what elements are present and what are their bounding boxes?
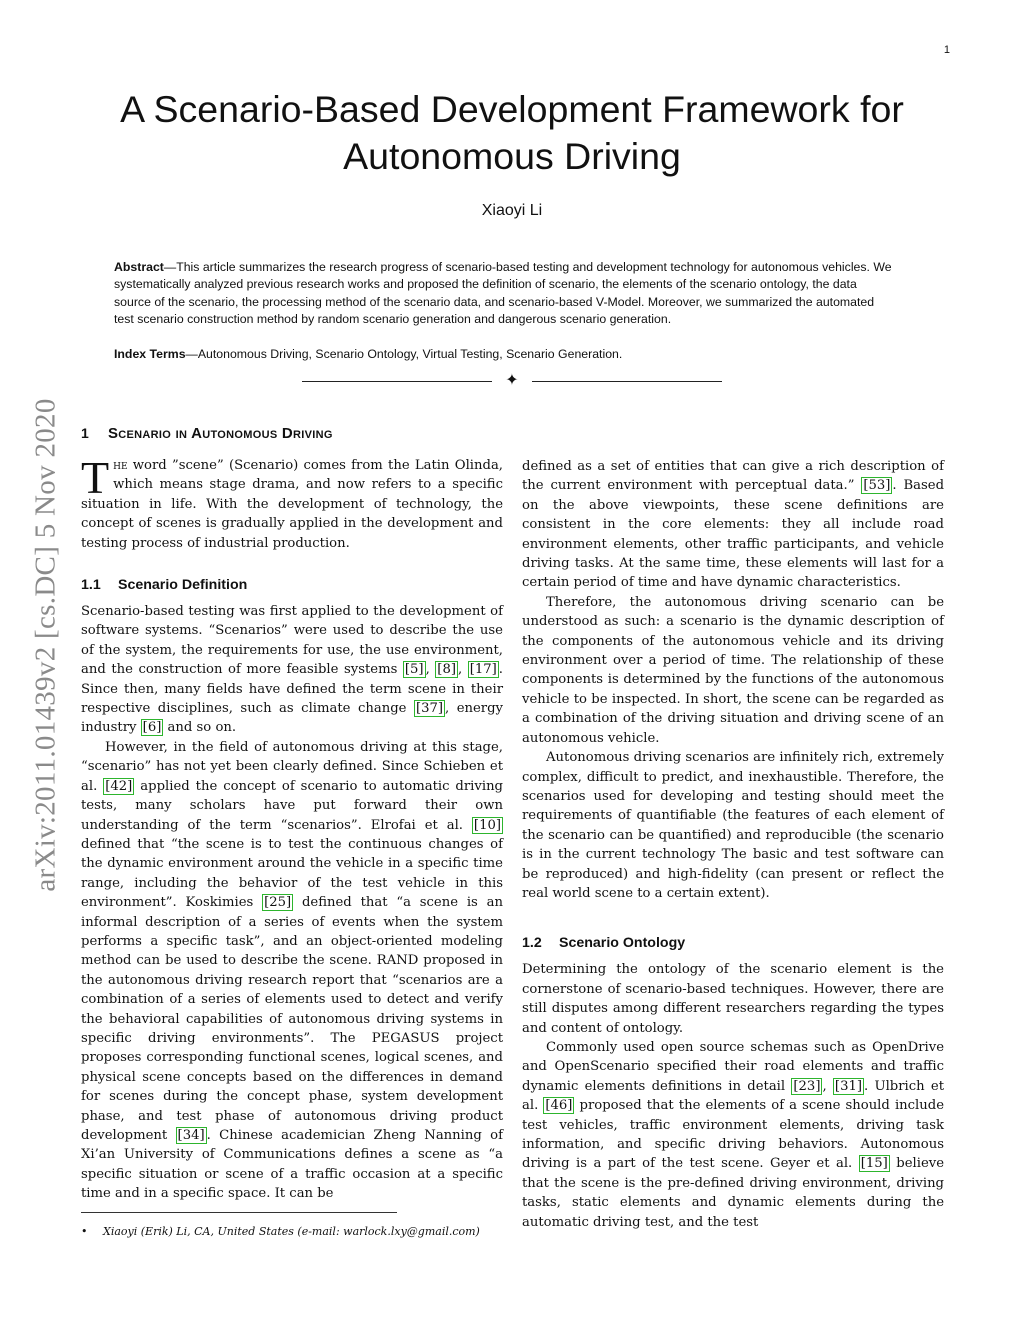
text-run: , — [425, 662, 436, 678]
subsection-number: 1.1 — [81, 577, 101, 594]
title-line-1: A Scenario-Based Development Framework for — [120, 88, 904, 130]
text-run: proposed that the elements of a scene should include test vehicles, traffic environment elements, driving task information, and specific driving behaviors. Autonomous driving is a part of the test scene. Geyer et al. — [522, 1098, 944, 1172]
definition-paragraph-2-continued — [522, 457, 944, 593]
definition-paragraph-4: Autonomous driving scenarios are infinitely rich, extremely complex, difficult to predict, and inexhaustible. Therefore, the scenarios used for developing and testing should meet the requirements of quantifiable (the features of each element of the scenario can be quantified) and reproducible (the scenario is in the current technology The basic and test software can be reproduced) and high-fidelity (can present or reflect the real world scene to a certain extent). — [522, 750, 944, 901]
subsection-title: Scenario Ontology — [559, 935, 686, 952]
divider-rule-left — [302, 381, 492, 382]
text-run: , — [457, 662, 468, 678]
citation-link[interactable]: [5] — [404, 662, 424, 678]
text-run: and so on. — [163, 720, 237, 736]
text-run: . Based on the above viewpoints, these scene definitions are consistent in the core elements: they all include road environment elements, other traffic participants, and vehicle driving tasks. At the same time, these elements will last for a certain period of time and have dynamic characteristics. — [522, 478, 945, 591]
text-run: Scenario-based testing was first applied to the development of software systems. “Scenarios” were used to describe the use of the system, the requirements for use, the use environment, and the construction of more feasible systems — [81, 604, 503, 678]
definition-paragraph-3: Therefore, the autonomous driving scenario can be understood as such: a scenario is the dynamic description of the components of the autonomous vehicle and its driving environment over a period of time. The relationship of these components is determined by the functions of the autonomous vehicle to be inspected. In short, the scene can be regarded as a combination of the driving situation and driving scene of an autonomous vehicle. — [522, 594, 944, 746]
text-run: defined that “the scene is to test the continuous changes of the dynamic environment around the vehicle in a specific time range, including the behavior of the test vehicle in this environment”. Koskimies — [81, 836, 503, 911]
text-run: applied the concept of scenario to automatic driving tests, many scholars have put forward their own understanding of the term “scenarios”. Elrofai et al. — [81, 778, 503, 833]
subsection-1-2-heading — [522, 933, 944, 953]
section-divider — [302, 373, 722, 391]
text-run: believe that the scene is the pre-defined driving environment, driving tasks, static elements and dynamic elements during the automatic driving test, and the test — [522, 1156, 944, 1230]
citation-link[interactable]: [34] — [177, 1128, 205, 1143]
text-run: Commonly used open source schemas such as OpenDrive and OpenScenario specified their road elements and traffic dynamic elements definitions in detail — [522, 1039, 944, 1094]
citation-link[interactable]: [46] — [545, 1098, 573, 1114]
index-terms — [114, 346, 894, 363]
citation-link[interactable]: [25] — [264, 895, 292, 911]
footnote-rule — [81, 1212, 397, 1213]
footnote-text: Xiaoyi (Erik) Li, CA, United States (e-mail: warlock.lxy@gmail.com) — [103, 1225, 480, 1238]
definition-paragraph-1 — [81, 602, 503, 738]
dropcap: T — [81, 452, 110, 503]
page-number: 1 — [943, 44, 950, 56]
definition-paragraph-2 — [81, 738, 503, 1204]
citation-link[interactable]: [17] — [469, 662, 497, 678]
citation-link[interactable]: [53] — [863, 478, 891, 494]
citation-link[interactable]: [31] — [834, 1078, 862, 1094]
text-run: . Chinese academician Zheng Nanning of Xi’an University of Communications defines a scene as “a specific situation or scene of a traffic occasion at a specific time and in a specific space. It can be — [81, 1128, 503, 1202]
intro-smallcaps: he — [113, 458, 128, 473]
footnote-bullet: • — [81, 1225, 88, 1238]
text-run: . Ulbrich et al. — [522, 1078, 944, 1114]
right-column — [522, 457, 944, 1232]
title-line-2: Autonomous Driving — [343, 135, 681, 177]
citation-link[interactable]: [10] — [473, 817, 501, 833]
author-name: Xiaoyi Li — [481, 202, 543, 219]
text-run: defined as a set of entities that can give a rich description of the current environment with perceptual data.” — [522, 459, 944, 494]
author-footnote — [81, 1224, 501, 1240]
text-run: . Since then, many fields have defined the term scene in their respective disciplines, such as climate change — [81, 662, 503, 717]
divider-rule-right — [532, 381, 722, 382]
citation-link[interactable]: [6] — [142, 720, 162, 736]
citation-link[interactable]: [42] — [105, 778, 133, 794]
subsection-number: 1.2 — [522, 935, 542, 952]
section-1-intro — [81, 452, 503, 553]
citation-link[interactable]: [8] — [437, 662, 456, 678]
divider-star-icon: ✦ — [505, 372, 519, 389]
arxiv-side-stamp: arXiv:2011.01439v2 [cs.DC] 5 Nov 2020 — [29, 398, 62, 892]
abstract-text: —This article summarizes the research progress of scenario-based testing and development technology for autonomous vehicles. We systematically analyzed previous research works and proposed the definition of scenario, the elements of the scenario ontology, the data source of the scenario, the processing method of the scenario data, and scenario-based V-Model. Moreover, we summarized the automated test scenario construction method by random scenario generation and dangerous scenario generation. — [114, 260, 892, 327]
citation-link[interactable]: [23] — [793, 1078, 821, 1094]
citation-link[interactable]: [15] — [860, 1156, 888, 1172]
section-number: 1 — [81, 425, 89, 441]
section-1-heading — [81, 422, 503, 446]
text-run: defined that “a scene is an informal description of a series of events when the system performs a specific task”, and an object-oriented modeling method can be used to describe the scene. RAND proposed in the autonomous driving research report that “scenarios are a combination of a series of elements used to detect and verify the behavioral capabilities of autonomous driving systems in specific driving environments”. The PEGASUS project proposes corresponding functional scenes, logical scenes, and physical scene concepts based on the differences in demand for scenes during the concept phase, system development phase, and test phase of autonomous driving product development — [81, 895, 503, 1143]
paper-title — [80, 86, 944, 180]
subsection-1-1-heading — [81, 575, 503, 595]
text-run: However, in the field of autonomous driving at this stage, “scenario” has not yet been clearly defined. Since Schieben et al. — [81, 739, 503, 794]
text-run: , — [822, 1078, 833, 1094]
ontology-paragraph-2 — [522, 1038, 944, 1232]
index-terms-text: —Autonomous Driving, Scenario Ontology, Virtual Testing, Scenario Generation. — [185, 347, 623, 361]
subsection-title: Scenario Definition — [118, 577, 248, 594]
intro-text: word ”scene” (Scenario) comes from the Latin Olinda, which means stage drama, and now refers to a specific situation in life. With the development of technology, the concept of scenes is gradually applied in the development and testing process of industrial production. — [81, 458, 503, 551]
text-run: , energy industry — [81, 701, 503, 736]
abstract-label: Abstract — [114, 260, 164, 274]
citation-link[interactable]: [37] — [415, 701, 444, 717]
ontology-paragraph-1: Determining the ontology of the scenario element is the cornerstone of scenario-based techniques. However, there are still disputes among different researchers regarding the types and content of ontology. — [522, 962, 944, 1036]
index-terms-label: Index Terms — [114, 347, 186, 361]
abstract — [114, 259, 894, 329]
left-column — [81, 422, 503, 1204]
section-title: Scenario in Autonomous Driving — [108, 425, 333, 442]
